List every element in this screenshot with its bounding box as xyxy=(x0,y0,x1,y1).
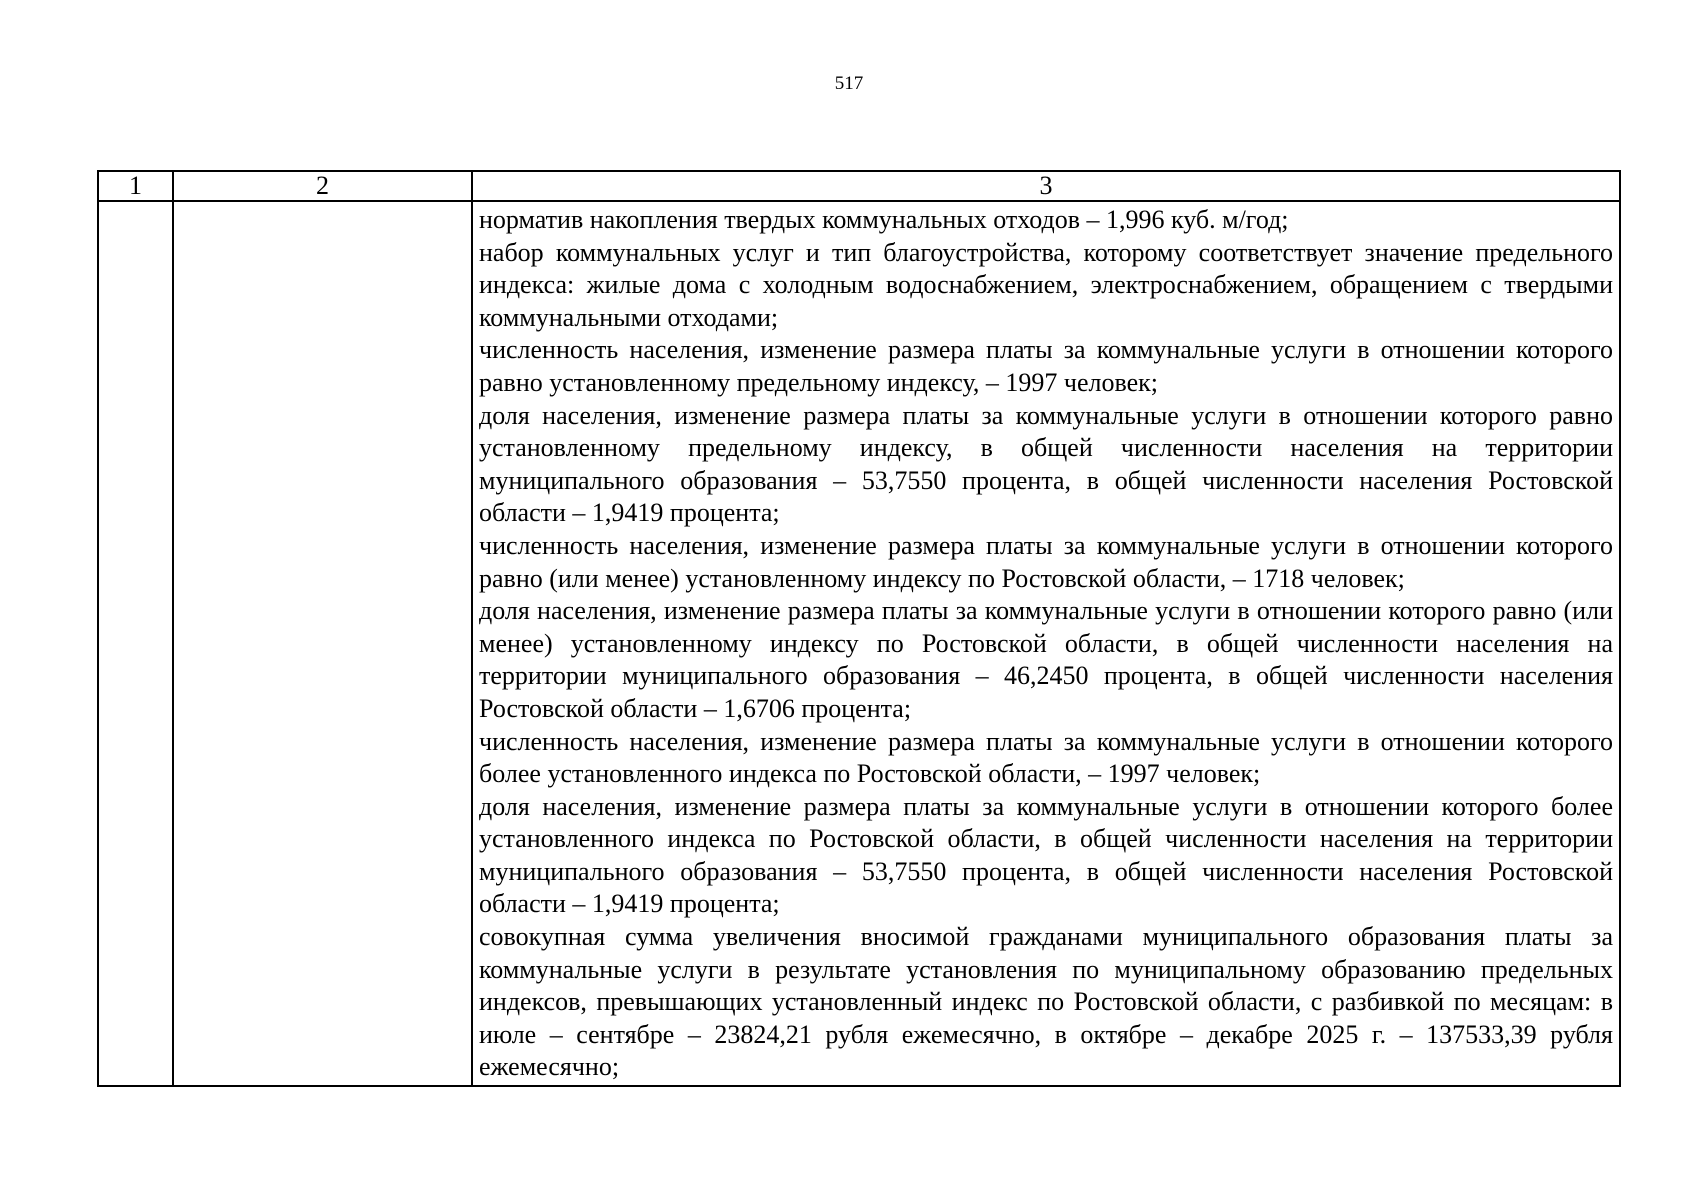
paragraph-population-equal-limit: численность населения, изменение размера платы за коммунальные услуги в отношении которого равно установленному предельному индексу, – 1997 человек; xyxy=(479,335,1613,397)
paragraph-share-equal-or-less-regional: доля населения, изменение размера платы за коммунальные услуги в отношении которого равно (или менее) установленному индексу по Ростовской области, в общей численности населения на территории муниципального образования – 46,2450 процента, в общей численности населения Ростовской области – 1,6706 процента; xyxy=(479,596,1613,723)
document-table xyxy=(97,170,1621,1087)
table-cell-col3 xyxy=(472,201,1620,1086)
table-header-row xyxy=(98,171,1620,201)
column-header-1: 1 xyxy=(98,171,173,201)
table-row xyxy=(98,201,1620,1086)
paragraph-utility-set: набор коммунальных услуг и тип благоустройства, которому соответствует значение предельного индекса: жилые дома с холодным водоснабжением, электроснабжением, обращением с твердыми коммунальными отходами; xyxy=(479,237,1613,332)
paragraph-share-equal-limit: доля населения, изменение размера платы за коммунальные услуги в отношении которого равно установленному предельному индексу, в общей численности населения на территории муниципального образования – 53,7550 процента, в общей численности населения Ростовской области – 1,9419 процента; xyxy=(479,400,1613,528)
paragraph-population-equal-or-less-regional: численность населения, изменение размера платы за коммунальные услуги в отношении которого равно (или менее) установленному индексу по Ростовской области, – 1718 человек; xyxy=(479,530,1613,593)
paragraph-waste-norm: норматив накопления твердых коммунальных отходов – 1,996 куб. м/год; xyxy=(479,205,1289,234)
paragraph-share-above-regional: доля населения, изменение размера платы за коммунальные услуги в отношении которого более установленного индекса по Ростовской области, в общей численности населения на территории муниципального образования – 53,7550 процента, в общей численности населения Ростовской области – 1,9419 процента; xyxy=(479,791,1613,919)
paragraph-population-above-regional: численность населения, изменение размера платы за коммунальные услуги в отношении которого более установленного индекса по Ростовской области, – 1997 человек; xyxy=(479,726,1613,789)
paragraph-total-increase-sum: совокупная сумма увеличения вносимой гражданами муниципального образования платы за коммунальные услуги в результате установления по муниципальному образованию предельных индексов, превышающих установленный индекс по Ростовской области, с разбивкой по месяцам: в июле – сентябре – 23824,21 рубля ежемесячно, в октябре – декабре 2025 г. – 137533,39 рубля ежемесячно; xyxy=(479,922,1613,1082)
page-number: 517 xyxy=(834,73,864,94)
table-cell-col2 xyxy=(173,201,472,1086)
table-cell-col1 xyxy=(98,201,173,1086)
column-header-3: 3 xyxy=(472,171,1620,201)
column-header-2: 2 xyxy=(173,171,472,201)
